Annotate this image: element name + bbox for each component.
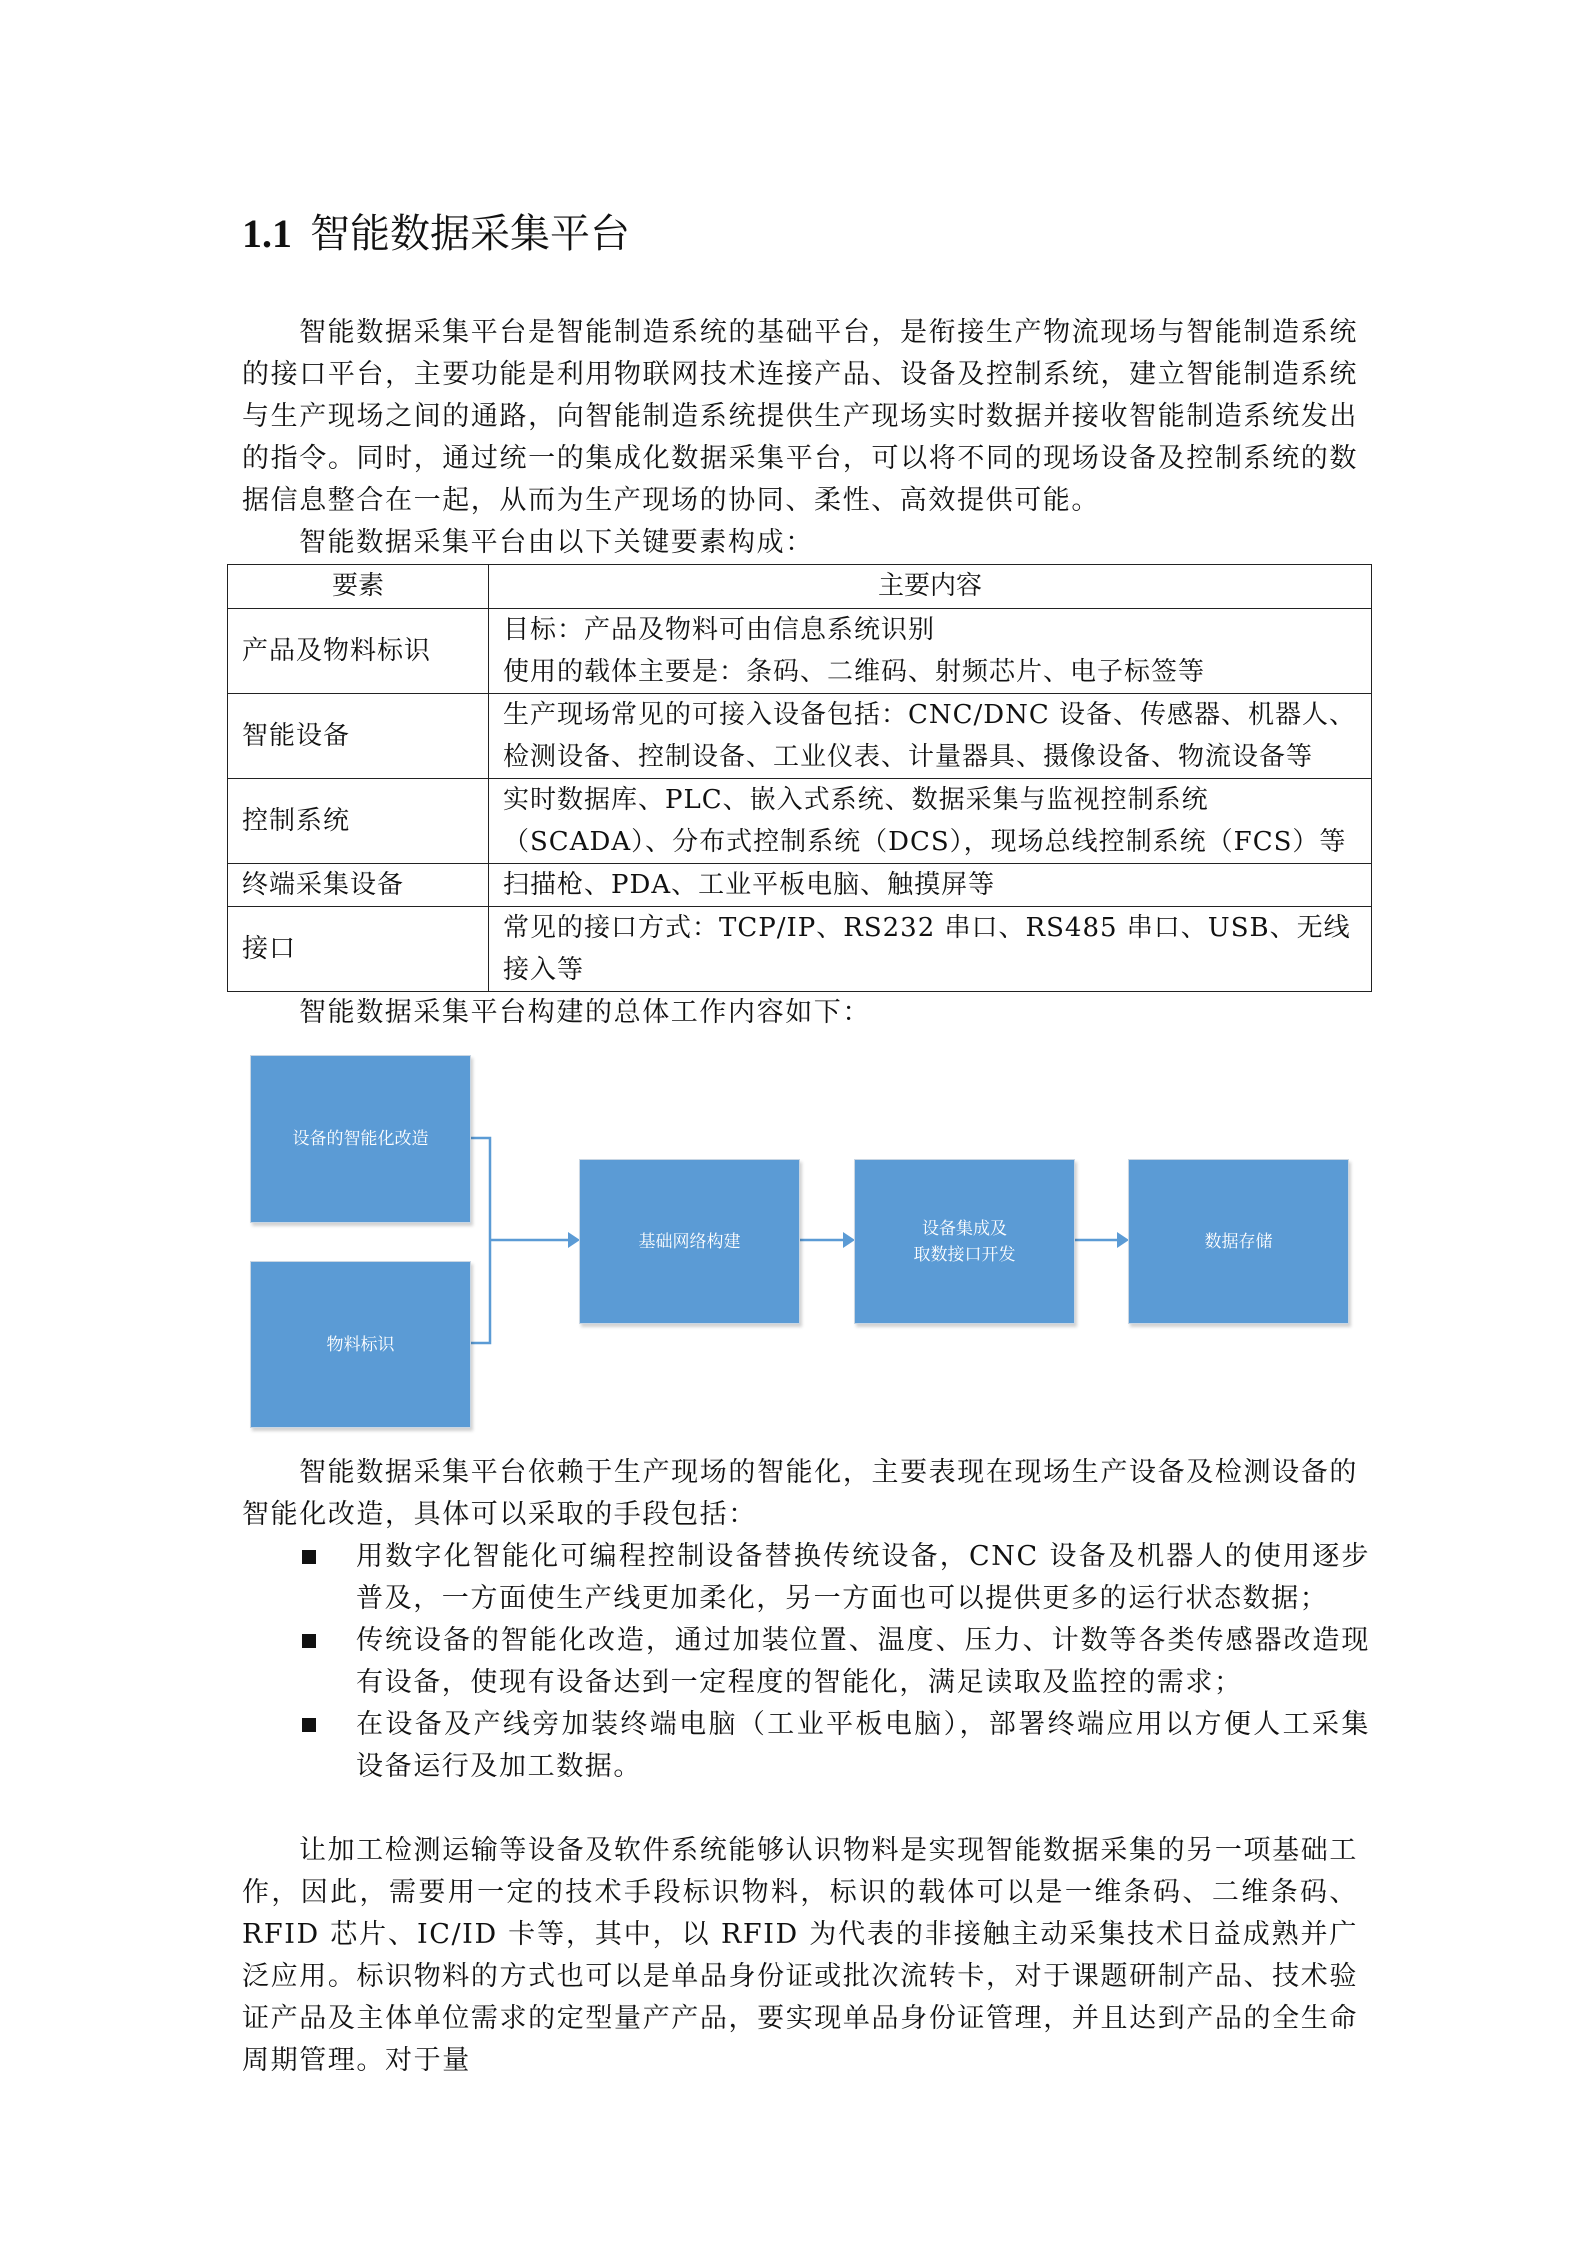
section-title: 智能数据采集平台 <box>310 211 630 257</box>
row-element: 智能设备 <box>228 694 489 779</box>
row-content: 扫描枪、PDA、工业平板电脑、触摸屏等 <box>489 864 1372 907</box>
table-intro: 智能数据采集平台由以下关键要素构成： <box>299 527 814 558</box>
box-label: 数据存储 <box>1204 1231 1273 1252</box>
row-content: 实时数据库、PLC、嵌入式系统、数据采集与监视控制系统（SCADA）、分布式控制系统（DCS），现场总线控制系统（FCS）等 <box>489 779 1372 864</box>
diagram-intro-text: 智能数据采集平台构建的总体工作内容如下： <box>299 997 871 1028</box>
row-content: 常见的接口方式：TCP/IP、RS232 串口、RS485 串口、USB、无线接入等 <box>489 907 1372 992</box>
para3 <box>242 1452 1358 1536</box>
para4 <box>242 1830 1358 2082</box>
bullet-square-icon <box>302 1718 316 1732</box>
header-element: 要素 <box>228 565 489 609</box>
row-content: 生产现场常见的可接入设备包括：CNC/DNC 设备、传感器、机器人、检测设备、控制设备、工业仪表、计量器具、摄像设备、物流设备等 <box>489 694 1372 779</box>
content-line: 目标：产品及物料可由信息系统识别 <box>503 615 936 645</box>
row-element: 控制系统 <box>228 779 489 864</box>
merge-bracket <box>469 1138 490 1343</box>
list-item-text: 在设备及产线旁加装终端电脑（工业平板电脑），部署终端应用以方便人工采集设备运行及加工数据。 <box>356 1709 1370 1782</box>
para4-text: 让加工检测运输等设备及软件系统能够认识物料是实现智能数据采集的另一项基础工作，因此，需要用一定的技术手段标识物料，标识的载体可以是一维条码、二维条码、RFID 芯片、IC/ID 卡等，其中，以 RFID 为代表的非接触主动采集技术日益成熟并广泛应用。标识物料的方式也可以是单品身份证或批次流转卡，对于课题研制产品、技术验证产品及主体单位需求的定型量产产品，要实现单品身份证管理，并且达到产品的全生命周期管理。对于量 <box>242 1835 1358 2076</box>
para3-text: 智能数据采集平台依赖于生产现场的智能化，主要表现在现场生产设备及检测设备的智能化改造，具体可以采取的手段包括： <box>242 1457 1358 1530</box>
diagram-box-device-upgrade <box>250 1055 471 1223</box>
section-number: 1.1 <box>242 211 292 256</box>
row-element: 接口 <box>228 907 489 992</box>
bullet-square-icon <box>302 1634 316 1648</box>
diagram-box-network <box>579 1159 800 1324</box>
content-line: 使用的载体主要是：条码、二维码、射频芯片、电子标签等 <box>503 657 1206 687</box>
diagram-box-integration <box>854 1159 1075 1324</box>
list-item <box>300 1704 1370 1788</box>
box-label: 设备集成及 <box>922 1218 1007 1239</box>
list-item <box>300 1536 1370 1620</box>
diagram-box-storage <box>1128 1159 1349 1324</box>
bullet-list <box>300 1536 1370 1788</box>
box-label: 设备的智能化改造 <box>292 1129 429 1149</box>
list-item-text: 用数字化智能化可编程控制设备替换传统设备，CNC 设备及机器人的使用逐步普及，一方面使生产线更加柔化，另一方面也可以提供更多的运行状态数据； <box>356 1541 1370 1614</box>
box-label: 取数接口开发 <box>913 1244 1016 1265</box>
bullet-square-icon <box>302 1550 316 1564</box>
box-label: 基础网络构建 <box>638 1231 741 1252</box>
intro-paragraph: 智能数据采集平台是智能制造系统的基础平台，是衔接生产物流现场与智能制造系统的接口平台，主要功能是利用物联网技术连接产品、设备及控制系统，建立智能制造系统与生产现场之间的通路，向智能制造系统提供生产现场实时数据并接收智能制造系统发出的指令。同时，通过统一的集成化数据采集平台，可以将不同的现场设备及控制系统的数据信息整合在一起，从而为生产现场的协同、柔性、高效提供可能。 <box>242 317 1358 516</box>
box-label: 物料标识 <box>326 1334 395 1355</box>
row-element: 产品及物料标识 <box>228 609 489 694</box>
row-element: 终端采集设备 <box>228 864 489 907</box>
header-content: 主要内容 <box>489 565 1372 609</box>
list-item <box>300 1620 1370 1704</box>
diagram-box-material-id <box>250 1261 471 1428</box>
list-item-text: 传统设备的智能化改造，通过加装位置、温度、压力、计数等各类传感器改造现有设备，使现有设备达到一定程度的智能化，满足读取及监控的需求； <box>356 1625 1370 1698</box>
